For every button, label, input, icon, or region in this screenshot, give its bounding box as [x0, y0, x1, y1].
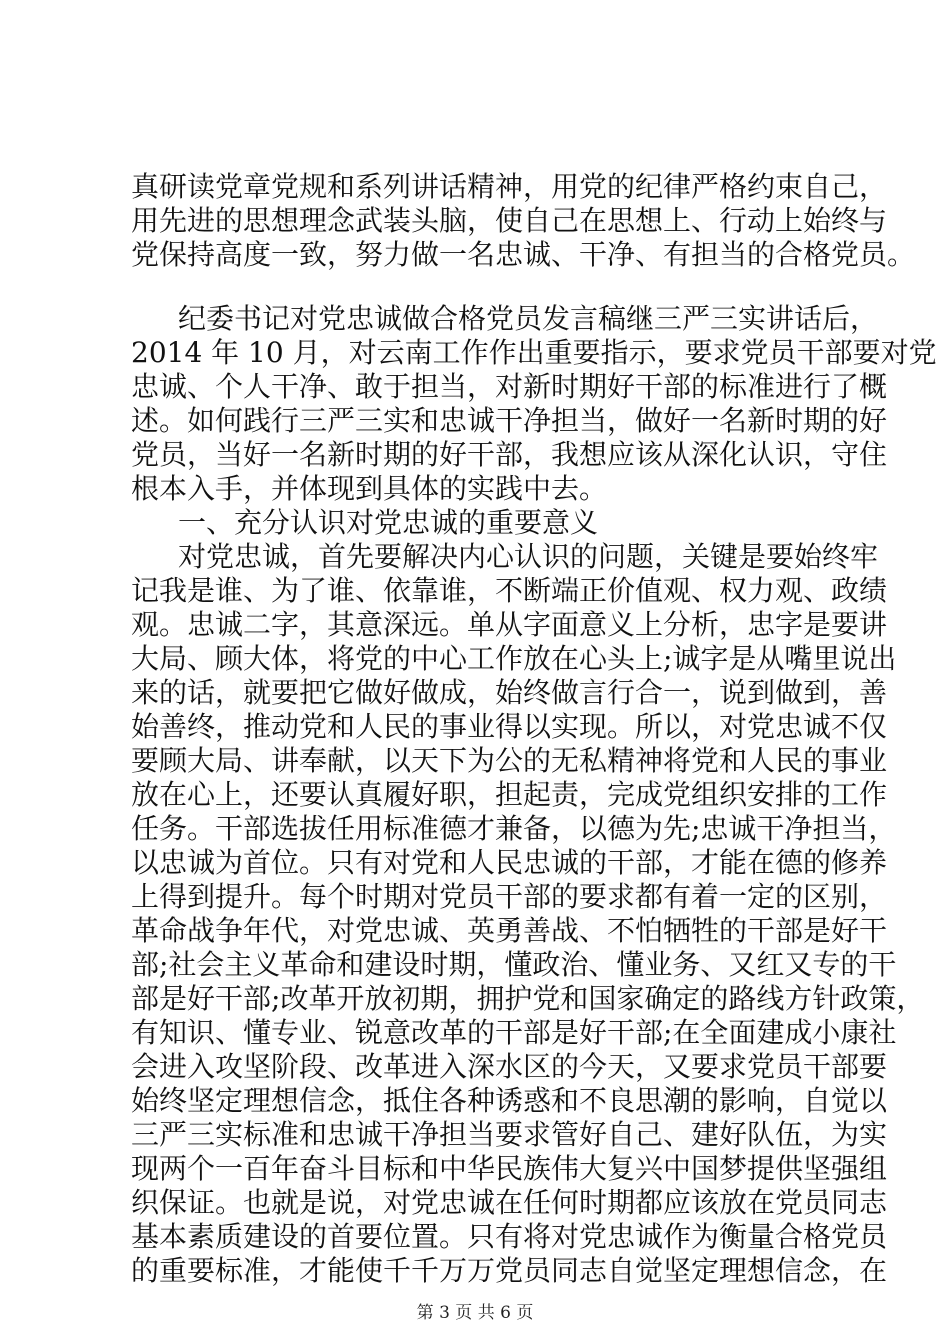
text-line: 会进入攻坚阶段、改革进入深水区的今天，又要求党员干部要: [131, 1050, 888, 1083]
text-line: 2014 年 10 月，对云南工作作出重要指示，要求党员干部要对党: [131, 336, 937, 369]
section-heading: 一、充分认识对党忠诚的重要意义: [178, 506, 599, 539]
text-line: 始善终，推动党和人民的事业得以实现。所以，对党忠诚不仅: [131, 710, 888, 743]
text-line: 根本入手，并体现到具体的实践中去。: [131, 472, 608, 505]
text-line: 记我是谁、为了谁、依靠谁，不断端正价值观、权力观、政绩: [131, 574, 888, 607]
page-footer: 第 3 页 共 6 页: [416, 1303, 534, 1323]
text-line: 来的话，就要把它做好做成，始终做言行合一，说到做到，善: [131, 676, 888, 709]
text-line: 放在心上，还要认真履好职，担起责，完成党组织安排的工作: [131, 778, 888, 811]
text-line: 党保持高度一致，努力做一名忠诚、干净、有担当的合格党员。: [131, 238, 916, 271]
text-line: 基本素质建设的首要位置。只有将对党忠诚作为衡量合格党员: [131, 1220, 888, 1253]
text-line: 现两个一百年奋斗目标和中华民族伟大复兴中国梦提供坚强组: [131, 1152, 888, 1185]
text-line: 织保证。也就是说，对党忠诚在任何时期都应该放在党员同志: [131, 1186, 888, 1219]
text-line: 对党忠诚，首先要解决内心认识的问题，关键是要始终牢: [178, 540, 879, 573]
text-line: 用先进的思想理念武装头脑，使自己在思想上、行动上始终与: [131, 204, 888, 237]
text-line: 观。忠诚二字，其意深远。单从字面意义上分析，忠字是要讲: [131, 608, 888, 641]
text-line: 始终坚定理想信念，抵住各种诱惑和不良思潮的影响，自觉以: [131, 1084, 888, 1117]
text-line: 的重要标准，才能使千千万万党员同志自觉坚定理想信念，在: [131, 1254, 888, 1287]
text-line: 上得到提升。每个时期对党员干部的要求都有着一定的区别，: [131, 880, 888, 913]
text-line: 以忠诚为首位。只有对党和人民忠诚的干部，才能在德的修养: [131, 846, 888, 879]
text-line: 真研读党章党规和系列讲话精神，用党的纪律严格约束自己，: [131, 170, 888, 203]
text-line: 任务。干部选拔任用标准德才兼备，以德为先;忠诚干净担当，: [131, 812, 897, 845]
text-line: 忠诚、个人干净、敢于担当，对新时期好干部的标准进行了概: [131, 370, 888, 403]
text-line: 纪委书记对党忠诚做合格党员发言稿继三严三实讲话后，: [178, 302, 879, 335]
text-line: 革命战争年代，对党忠诚、英勇善战、不怕牺牲的干部是好干: [131, 914, 888, 947]
text-line: 述。如何践行三严三实和忠诚干净担当，做好一名新时期的好: [131, 404, 888, 437]
text-line: 党员，当好一名新时期的好干部，我想应该从深化认识，守住: [131, 438, 888, 471]
text-line: 有知识、懂专业、锐意改革的干部是好干部;在全面建成小康社: [131, 1016, 897, 1049]
text-line: 大局、顾大体，将党的中心工作放在心头上;诚字是从嘴里说出: [131, 642, 897, 675]
text-line: 三严三实标准和忠诚干净担当要求管好自己、建好队伍，为实: [131, 1118, 888, 1151]
text-line: 部是好干部;改革开放初期，拥护党和国家确定的路线方针政策，: [131, 982, 925, 1015]
text-line: 部;社会主义革命和建设时期，懂政治、懂业务、又红又专的干: [131, 948, 897, 981]
text-line: 要顾大局、讲奉献，以天下为公的无私精神将党和人民的事业: [131, 744, 888, 777]
